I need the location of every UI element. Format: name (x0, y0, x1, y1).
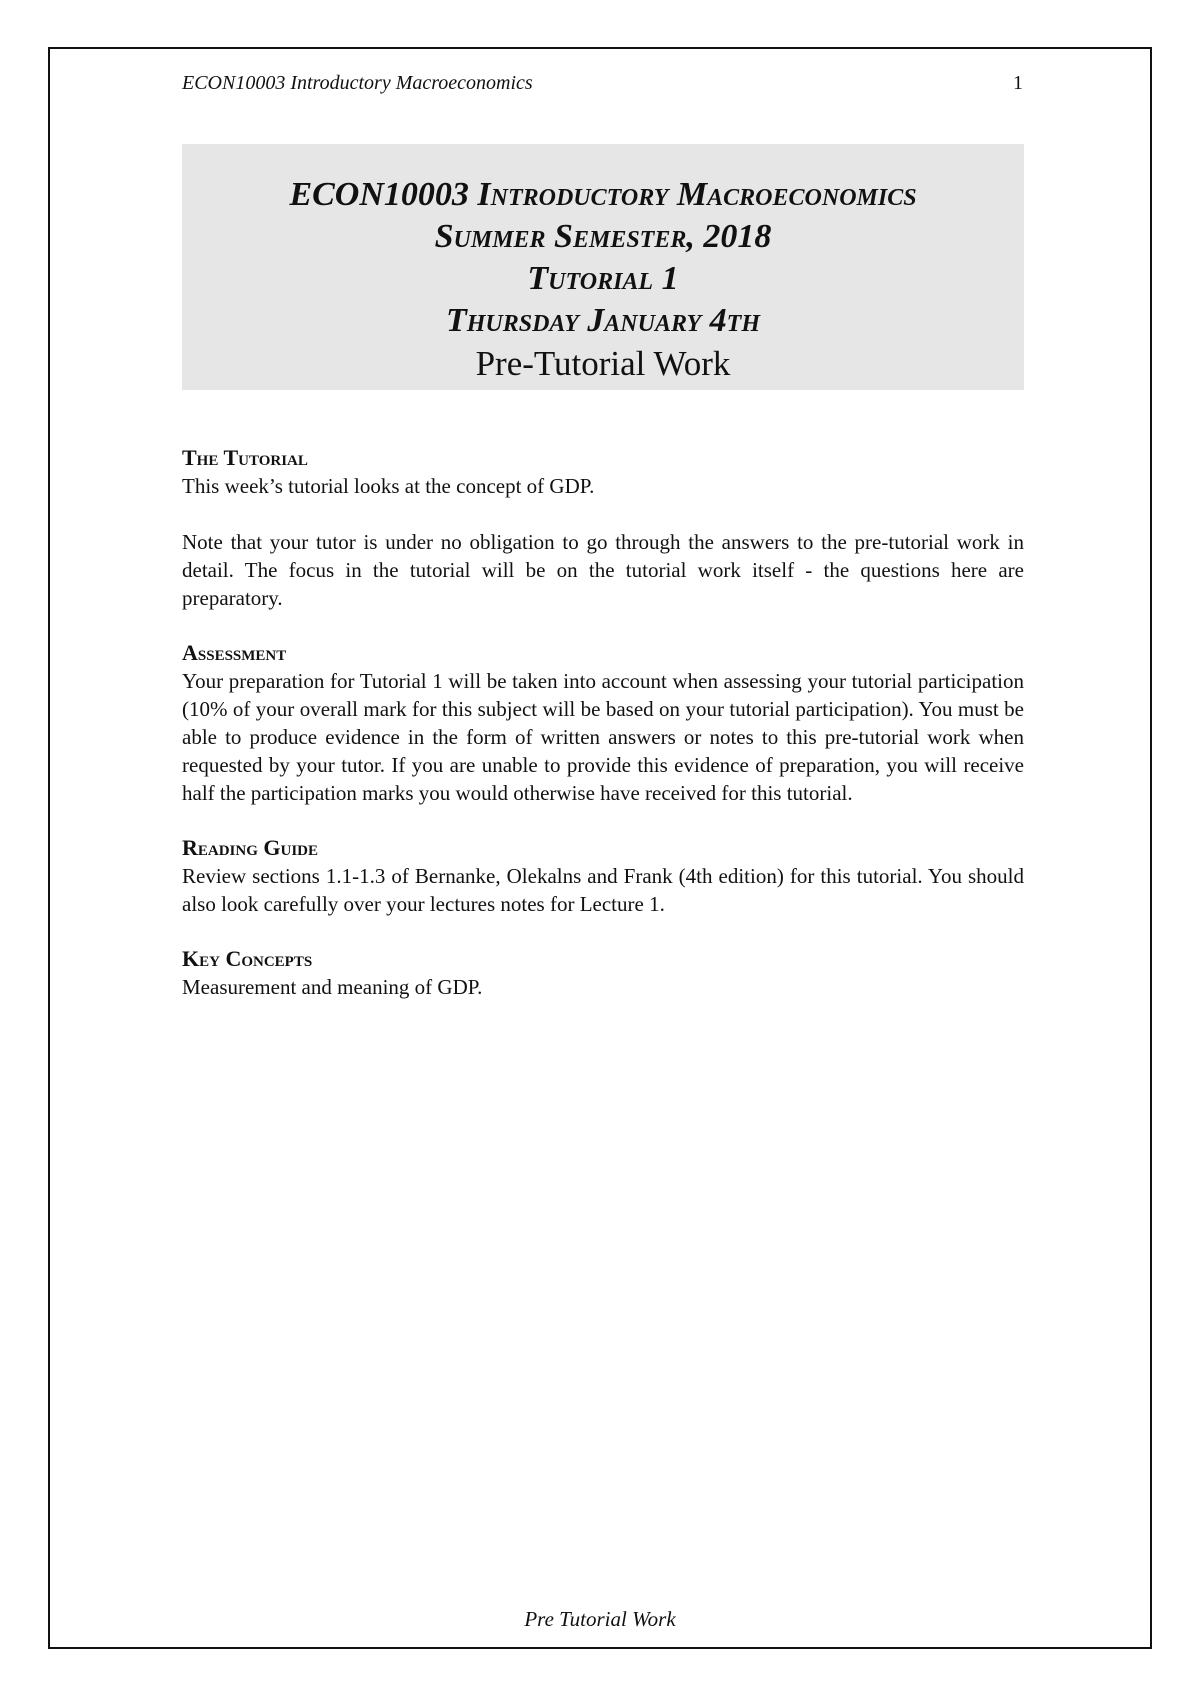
semester-title: Summer Semester, 2018 (434, 218, 772, 255)
section-key-concepts (182, 945, 1024, 1001)
course-title: ECON10003 Introductory Macroeconomics (289, 176, 917, 213)
section-heading: The Tutorial (182, 445, 308, 470)
section-assessment (182, 639, 1024, 807)
section-heading: Assessment (182, 640, 287, 665)
section-heading: Key Concepts (182, 946, 313, 971)
document-subtitle: Pre-Tutorial Work (475, 344, 731, 383)
paragraph: Note that your tutor is under no obligation to go through the answers to the pre-tutorial work in detail. The focus in the tutorial will be on the tutorial work itself - the questions here are preparatory. (182, 530, 1024, 610)
paragraph: This week’s tutorial looks at the concept of GDP. (182, 474, 595, 498)
document-body (182, 444, 1024, 1028)
tutorial-number: Tutorial 1 (527, 260, 679, 297)
title-block (182, 144, 1024, 390)
section-heading: Reading Guide (182, 835, 319, 860)
paragraph: Review sections 1.1-1.3 of Bernanke, Olekalns and Frank (4th edition) for this tutorial. You should also look carefully over your lectures notes for Lecture 1. (182, 864, 1024, 916)
running-footer: Pre Tutorial Work (524, 1607, 676, 1631)
tutorial-date: Thursday January 4th (445, 302, 761, 339)
running-header: ECON10003 Introductory Macroeconomics (182, 72, 533, 94)
paragraph: Your preparation for Tutorial 1 will be taken into account when assessing your tutorial participation (10% of your overall mark for this subject will be based on your tutorial participation). You must be able to produce evidence in the form of written answers or notes to this pre-tutorial work when requested by your tutor. If you are unable to provide this evidence of preparation, you will receive half the participation marks you would otherwise have received for this tutorial. (182, 669, 1024, 805)
section-reading-guide (182, 834, 1024, 918)
paragraph: Measurement and meaning of GDP. (182, 975, 483, 999)
page-number: 1 (1013, 72, 1023, 94)
section-the-tutorial (182, 444, 1024, 612)
